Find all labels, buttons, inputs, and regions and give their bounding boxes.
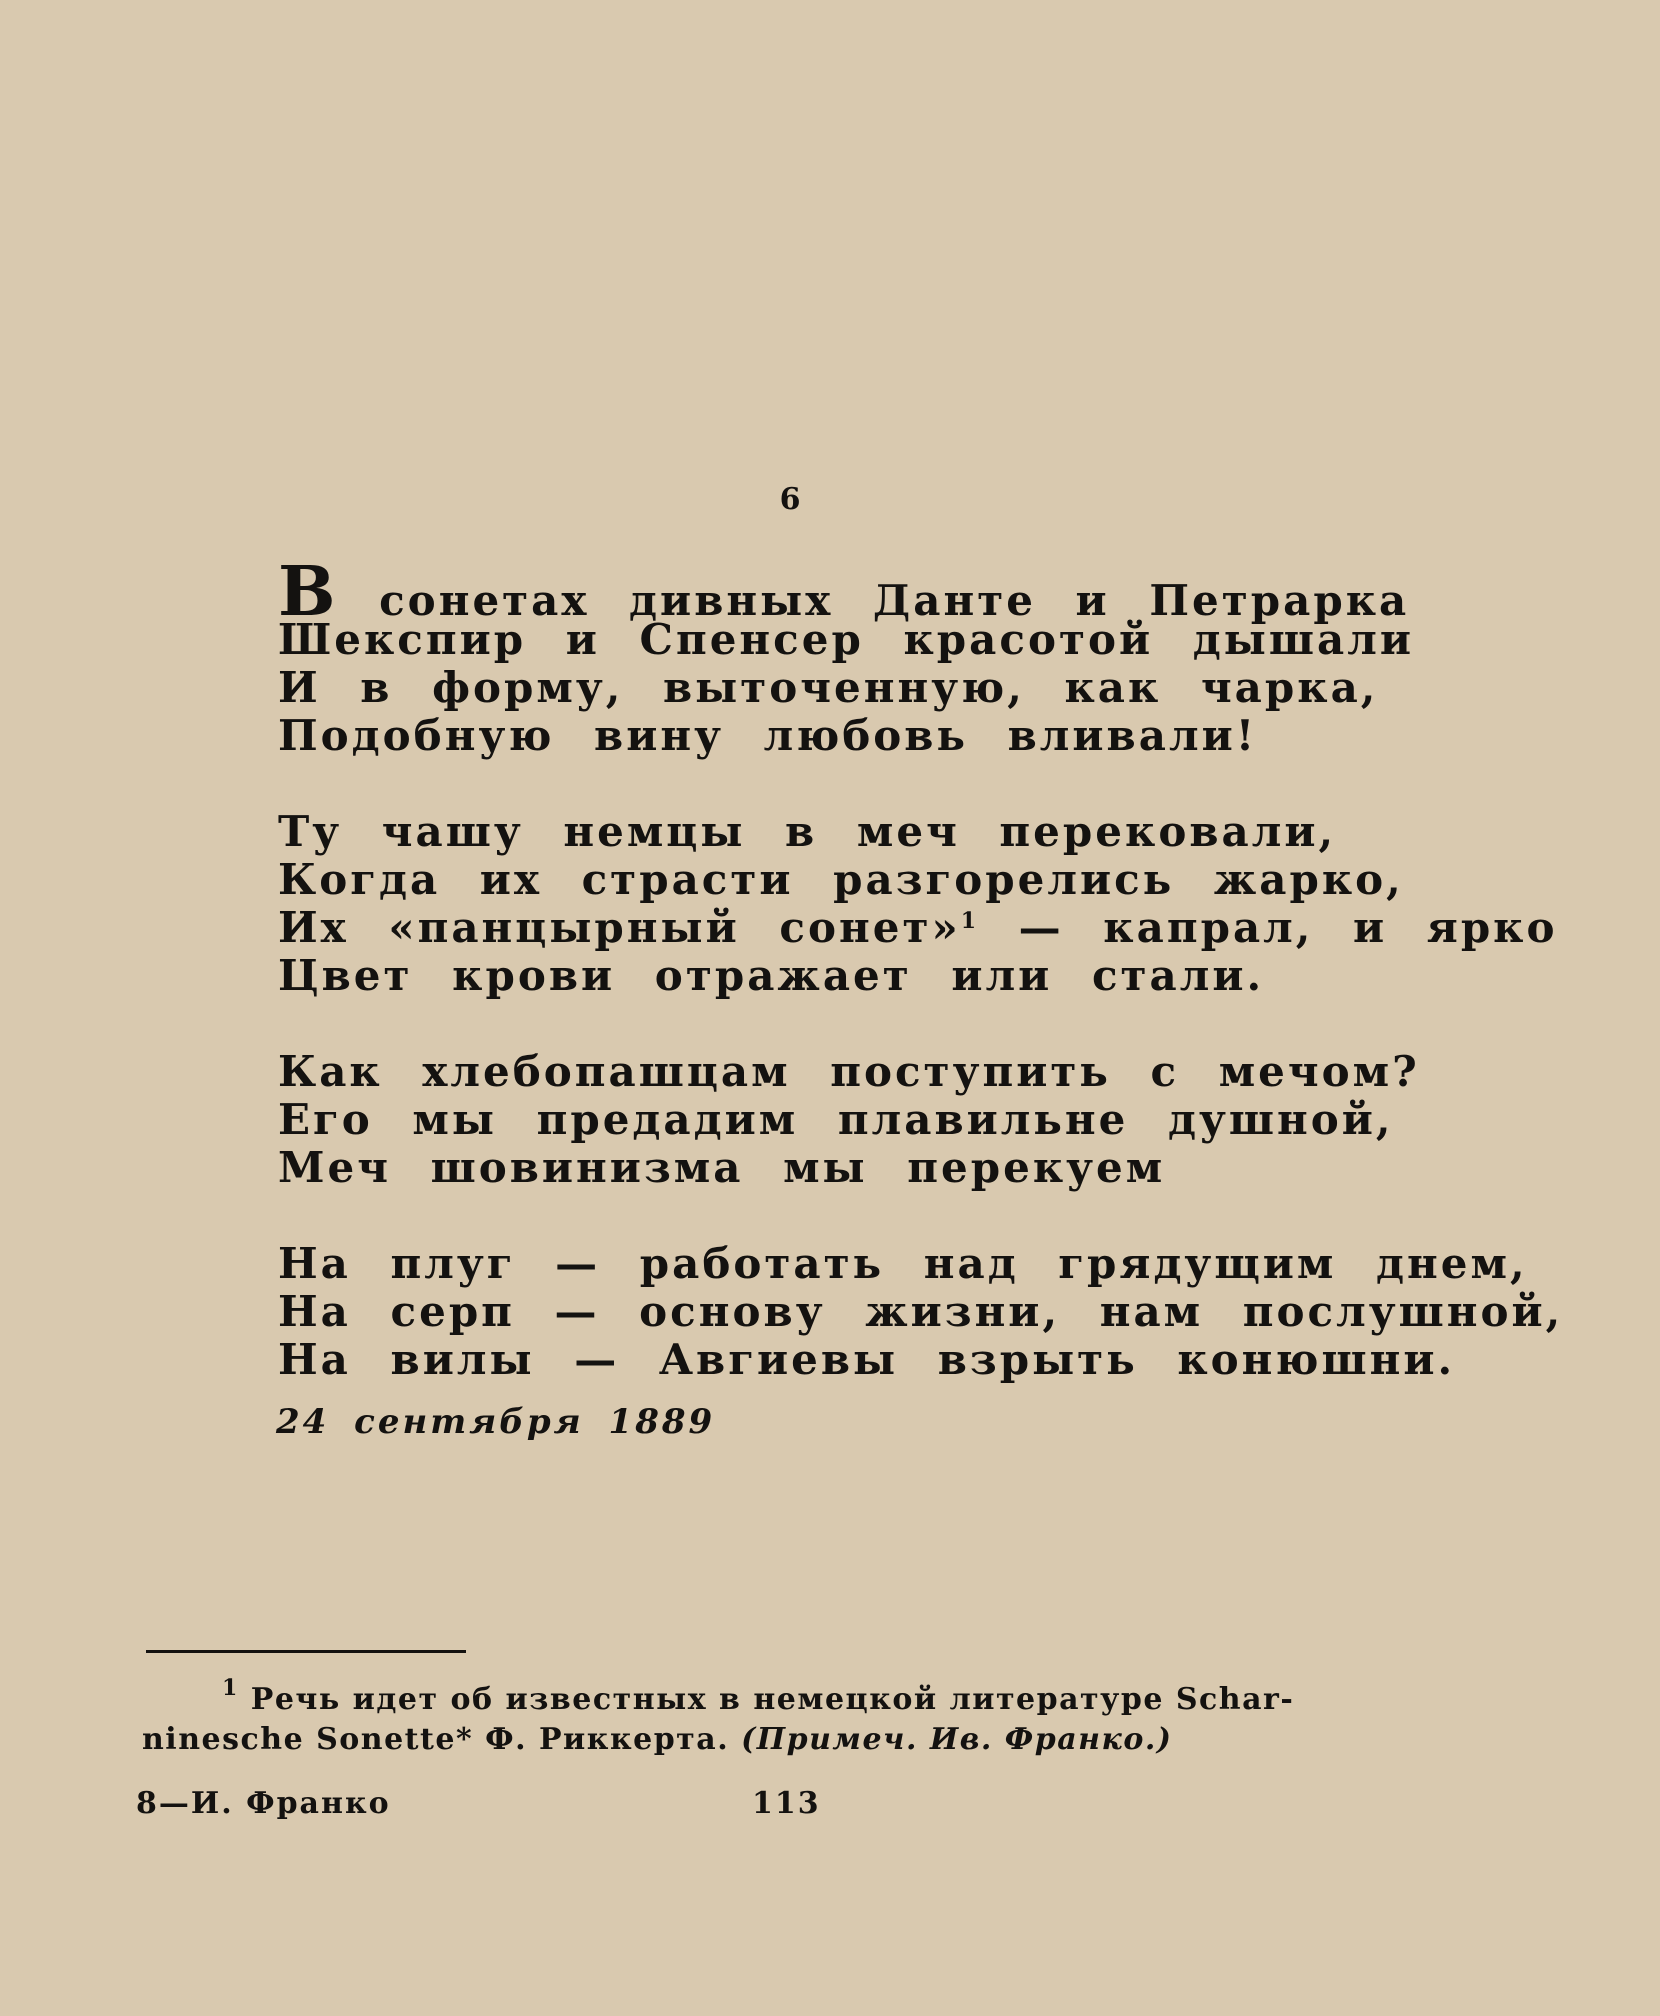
footnote-marker: 1 — [222, 1675, 239, 1701]
poem-line-text: сонетах дивных Данте и Петрарка — [379, 576, 1410, 625]
stanza-4 — [278, 1239, 1564, 1384]
poem-line-text: — капрал, и ярко — [979, 903, 1558, 952]
stanza-1 — [278, 552, 1458, 760]
footnote — [142, 1675, 1462, 1760]
footnote-line — [142, 1675, 1462, 1720]
signature-mark: 8—И. Франко — [136, 1786, 391, 1821]
stanza-2 — [278, 807, 1558, 1000]
poem-line: На вилы — Авгиевы взрыть конюшни. — [278, 1335, 1456, 1384]
poem-line: И в форму, выточенную, как чарка, — [278, 663, 1379, 712]
footnote-text: ninesche Sonette* Ф. Риккерта. — [142, 1722, 730, 1757]
poem-line: Ту чашу немцы в меч перековали, — [278, 807, 1337, 856]
footnote-text: Речь идет об известных в немецкой литературе Schar- — [250, 1682, 1295, 1717]
drop-cap: В — [278, 552, 340, 632]
footnote-editor-note: (Примеч. Ив. Франко.) — [741, 1722, 1173, 1757]
poem-line — [278, 903, 1558, 952]
poem — [278, 552, 1564, 1432]
page-number: 113 — [752, 1786, 821, 1821]
footnote-marker: 1 — [960, 908, 980, 934]
poem-line: Шекспир и Спенсер красотой дышали — [278, 615, 1414, 664]
section-number: 6 — [779, 482, 801, 517]
poem-line: Меч шовинизма мы перекуем — [278, 1143, 1166, 1192]
poem-date: 24 сентября 1889 — [276, 1402, 716, 1442]
poem-line: Цвет крови отражает или стали. — [278, 951, 1265, 1000]
poem-line-text: Их «панцырный сонет» — [278, 903, 961, 952]
poem-line: Как хлебопашцам поступить с мечом? — [278, 1047, 1420, 1096]
poem-line: На серп — основу жизни, нам послушной, — [278, 1287, 1564, 1336]
poem-line: На плуг — работать над грядущим днем, — [278, 1239, 1528, 1288]
poem-line: Когда их страсти разгорелись жарко, — [278, 855, 1404, 904]
footnote-line — [142, 1720, 1462, 1760]
footnote-divider — [146, 1650, 466, 1653]
poem-line — [278, 552, 1458, 632]
stanza-3 — [278, 1048, 1458, 1192]
poem-line: Подобную вину любовь вливали! — [278, 711, 1258, 760]
poem-line: Его мы предадим плавильне душной, — [278, 1095, 1394, 1144]
